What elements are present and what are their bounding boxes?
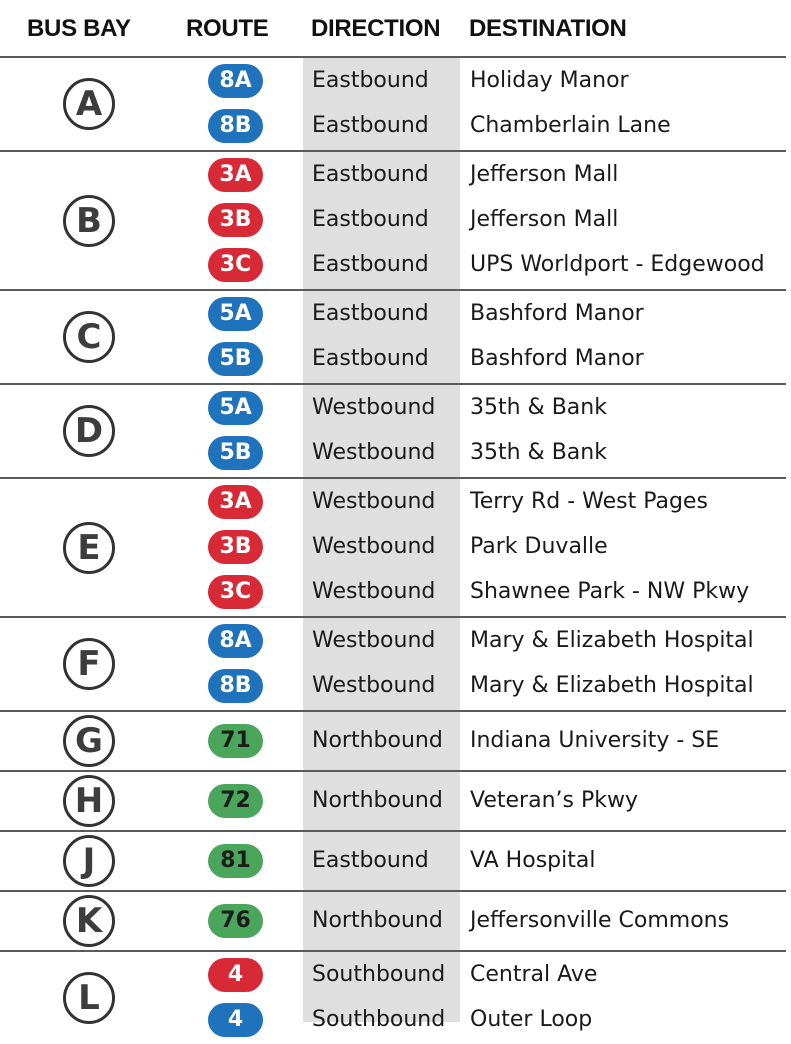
route-badge: 3C	[208, 575, 263, 609]
direction-cell: Westbound	[312, 628, 436, 653]
bay-group	[0, 616, 786, 710]
route-row	[0, 779, 786, 824]
route-row	[0, 998, 786, 1043]
route-row	[0, 664, 786, 709]
bay-group	[0, 56, 786, 150]
route-row	[0, 431, 786, 476]
bay-group	[0, 477, 786, 616]
route-row	[0, 839, 786, 884]
route-badge: 72	[208, 784, 263, 818]
route-row	[0, 480, 786, 525]
bus-bay-badge: L	[63, 972, 115, 1024]
direction-cell: Southbound	[312, 962, 446, 987]
route-badge: 4	[208, 958, 263, 992]
route-row	[0, 243, 786, 288]
direction-cell: Eastbound	[312, 68, 429, 93]
bus-bay-badge: J	[63, 835, 115, 887]
destination-cell: Terry Rd - West Pages	[470, 489, 708, 514]
route-badge: 8A	[208, 624, 263, 658]
direction-cell: Northbound	[312, 907, 443, 933]
route-badge: 8B	[208, 669, 263, 703]
direction-cell: Westbound	[312, 534, 436, 559]
direction-cell: Northbound	[312, 727, 443, 753]
route-row	[0, 59, 786, 104]
route-badge: 8A	[208, 64, 263, 98]
bay-group	[0, 890, 786, 950]
direction-cell: Westbound	[312, 489, 436, 514]
route-row	[0, 719, 786, 764]
route-badge: 71	[208, 724, 263, 758]
route-row	[0, 525, 786, 570]
bay-group	[0, 710, 786, 770]
bus-bay-badge: H	[63, 775, 115, 827]
destination-cell: 35th & Bank	[470, 440, 607, 465]
bus-bay-badge: D	[63, 405, 115, 457]
destination-cell: Jefferson Mall	[470, 162, 619, 187]
header-destination: DESTINATION	[469, 15, 627, 42]
destination-cell: Veteran’s Pkwy	[470, 787, 638, 813]
header-bus-bay: BUS BAY	[27, 15, 131, 42]
direction-cell: Westbound	[312, 579, 436, 604]
route-row	[0, 153, 786, 198]
direction-cell: Eastbound	[312, 162, 429, 187]
direction-cell: Eastbound	[312, 847, 429, 873]
bus-bay-badge: F	[63, 638, 115, 690]
destination-cell: Jeffersonville Commons	[470, 907, 730, 933]
route-row	[0, 292, 786, 337]
route-row	[0, 337, 786, 382]
route-row	[0, 953, 786, 998]
route-badge: 3B	[208, 203, 263, 237]
route-badge: 5B	[208, 436, 263, 470]
destination-cell: Indiana University - SE	[470, 727, 720, 753]
direction-cell: Eastbound	[312, 346, 429, 371]
destination-cell: Park Duvalle	[470, 534, 608, 559]
destination-cell: Mary & Elizabeth Hospital	[470, 628, 754, 653]
destination-cell: UPS Worldport - Edgewood	[470, 252, 765, 277]
direction-cell: Eastbound	[312, 113, 429, 138]
destination-cell: Jefferson Mall	[470, 207, 619, 232]
direction-cell: Westbound	[312, 440, 436, 465]
destination-cell: VA Hospital	[470, 847, 596, 873]
bay-group	[0, 950, 786, 1044]
bus-bay-badge: K	[63, 895, 115, 947]
route-row	[0, 198, 786, 243]
destination-cell: Outer Loop	[470, 1007, 593, 1032]
bus-bay-badge: B	[63, 195, 115, 247]
route-badge: 3A	[208, 485, 263, 519]
bay-group	[0, 289, 786, 383]
route-row	[0, 386, 786, 431]
destination-cell: 35th & Bank	[470, 395, 607, 420]
bus-bay-badge: A	[63, 78, 115, 130]
direction-cell: Westbound	[312, 673, 436, 698]
direction-cell: Northbound	[312, 787, 443, 813]
bus-bay-badge: C	[63, 311, 115, 363]
route-badge: 76	[208, 904, 263, 938]
route-badge: 8B	[208, 109, 263, 143]
route-badge: 3C	[208, 248, 263, 282]
route-row	[0, 104, 786, 149]
bay-group	[0, 830, 786, 890]
direction-cell: Eastbound	[312, 207, 429, 232]
direction-cell: Southbound	[312, 1007, 446, 1032]
header-route: ROUTE	[186, 15, 269, 42]
route-badge: 5A	[208, 391, 263, 425]
direction-cell: Eastbound	[312, 301, 429, 326]
route-row	[0, 899, 786, 944]
route-badge: 5A	[208, 297, 263, 331]
destination-cell: Shawnee Park - NW Pkwy	[470, 579, 750, 604]
header-direction: DIRECTION	[311, 15, 441, 42]
destination-cell: Mary & Elizabeth Hospital	[470, 673, 754, 698]
route-badge: 5B	[208, 342, 263, 376]
destination-cell: Bashford Manor	[470, 346, 644, 371]
bay-group	[0, 770, 786, 830]
destination-cell: Holiday Manor	[470, 68, 629, 93]
direction-cell: Eastbound	[312, 252, 429, 277]
route-badge: 81	[208, 844, 263, 878]
route-row	[0, 619, 786, 664]
route-badge: 4	[208, 1003, 263, 1037]
route-badge: 3B	[208, 530, 263, 564]
route-badge: 3A	[208, 158, 263, 192]
bay-group	[0, 383, 786, 477]
bay-group	[0, 150, 786, 289]
direction-cell: Westbound	[312, 395, 436, 420]
destination-cell: Chamberlain Lane	[470, 113, 671, 138]
route-row	[0, 570, 786, 615]
bus-bay-badge: E	[63, 522, 115, 574]
destination-cell: Central Ave	[470, 962, 598, 987]
destination-cell: Bashford Manor	[470, 301, 644, 326]
bus-bay-badge: G	[63, 715, 115, 767]
